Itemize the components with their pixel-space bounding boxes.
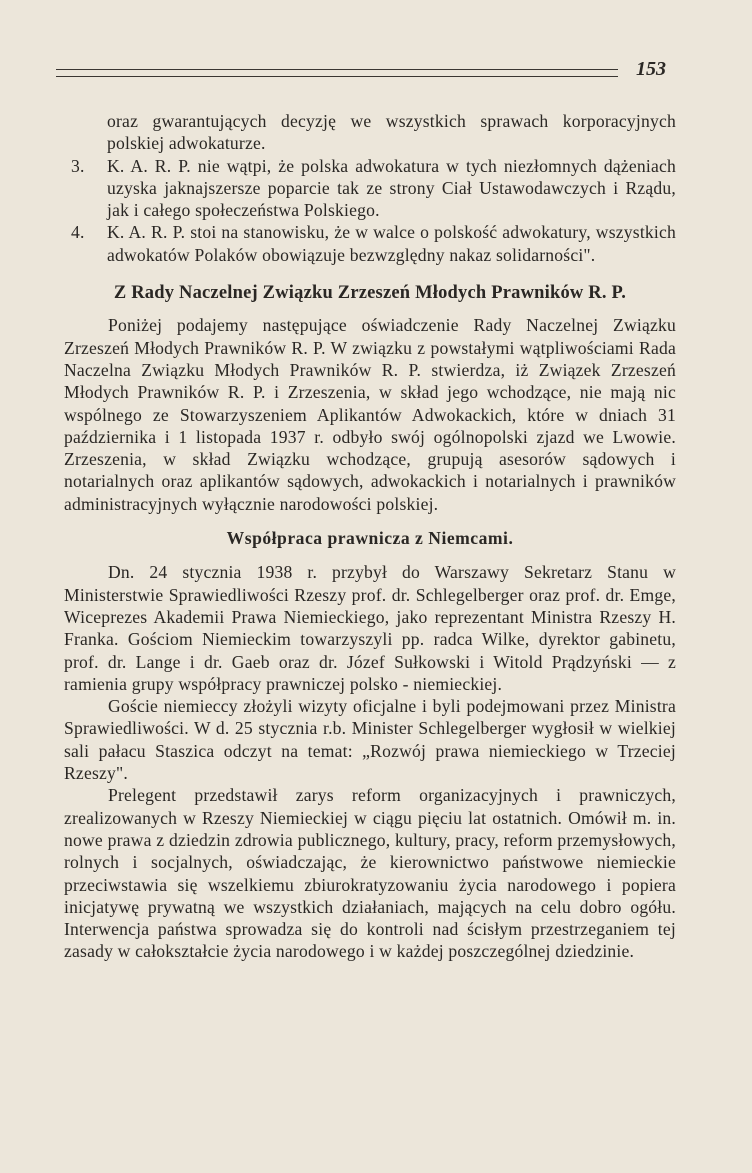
section-heading-rada-naczelna: Z Rady Naczelnej Związku Zrzeszeń Młodych Prawników R. P. bbox=[113, 283, 627, 304]
list-item-number: 3. bbox=[71, 155, 85, 176]
list-item-number: 4. bbox=[71, 222, 85, 243]
page-number: 153 bbox=[636, 58, 666, 80]
list-item-text: K. A. R. P. nie wątpi, że polska adwokatura w tych niezłomnych dążeniach uzyska jaknajszersze poparcie tak ze strony Ciał Ustawodawczych i Rządu, jak i całego społeczeństwa Polskiego. bbox=[107, 155, 676, 221]
section-paragraph: Dn. 24 stycznia 1938 r. przybył do Warszawy Sekretarz Stanu w Ministerstwie Sprawiedliwości Rzeszy prof. dr. Schlegelberger oraz prof. dr. Emge, Wiceprezes Akademii Prawa Niemieckiego, jako reprezentant Ministra Rzeszy H. Franka. Gościom Niemieckim towarzyszyli pp. radca Wilke, dyrektor gabinetu, prof. dr. Lange i dr. Gaeb oraz dr. Józef Sułkowski i Witold Prądzyński — z ramienia grupy współpracy prawniczej polsko - niemieckiej. bbox=[64, 562, 676, 694]
list-item-3 bbox=[64, 155, 676, 222]
section-paragraph: Goście niemieccy złożyli wizyty oficjalne i byli podejmowani przez Ministra Sprawiedliwości. W d. 25 stycznia r.b. Minister Schlegelberger wygłosił w wielkiej sali pałacu Staszica odczyt na temat: „Rozwój prawa niemieckiego w Trzeciej Rzeszy". bbox=[64, 696, 676, 784]
list-item-4 bbox=[64, 221, 676, 266]
section-paragraph: Prelegent przedstawił zarys reform organizacyjnych i prawniczych, zrealizowanych w Rzeszy Niemieckiej w ciągu pięciu lat ostatnich. Omówił m. in. nowe prawa z dziedzin zdrowia publicznego, kultury, pracy, reform przemysłowych, rolnych i socjalnych, oświadczając, że kierownictwo państwowe niemieckie przeciwstawia się wszelkiemu zbiurokratyzowaniu życia narodowego i popiera inicjatywę prywatną we wszystkich działaniach, mających na celu dobro ogółu. Interwencja państwa sprowadza się do kontroli nad ścisłym przestrzeganiem tej zasady w całokształcie życia narodowego i w każdej poszczególnej dziedzinie. bbox=[64, 785, 676, 962]
header-rule bbox=[56, 69, 618, 77]
page-content bbox=[64, 110, 676, 963]
lead-paragraph: oraz gwarantujących decyzję we wszystkich sprawach korporacyjnych polskiej adwokaturze. bbox=[107, 111, 676, 154]
section-heading-wspolpraca: Współpraca prawnicza z Niemcami. bbox=[226, 528, 514, 549]
section-paragraph: Poniżej podajemy następujące oświadczenie Rady Naczelnej Związku Zrzeszeń Młodych Prawników R. P. W związku z powstałymi wątpliwościami Rada Naczelna Związku Młodych Prawników R. P. stwierdza, iż Związek Zrzeszeń Młodych Prawników R. P. i Zrzeszenia, w skład jego wchodzące, nie mają nic wspólnego ze Stowarzyszeniem Aplikantów Adwokackich, które w dniach 31 października i 1 listopada 1937 r. odbyło swój ogólnopolski zjazd we Lwowie. Zrzeszenia, w skład Związku wchodzące, grupują asesorów sądowych i notarialnych oraz aplikantów sądowych, adwokackich i notarialnych i prawników administracyjnych wyłącznie narodowości polskiej. bbox=[64, 315, 676, 514]
list-item-text: K. A. R. P. stoi na stanowisku, że w walce o polskość adwokatury, wszystkich adwokatów Polaków obowiązuje bezwzględny nakaz solidarności". bbox=[107, 222, 676, 265]
